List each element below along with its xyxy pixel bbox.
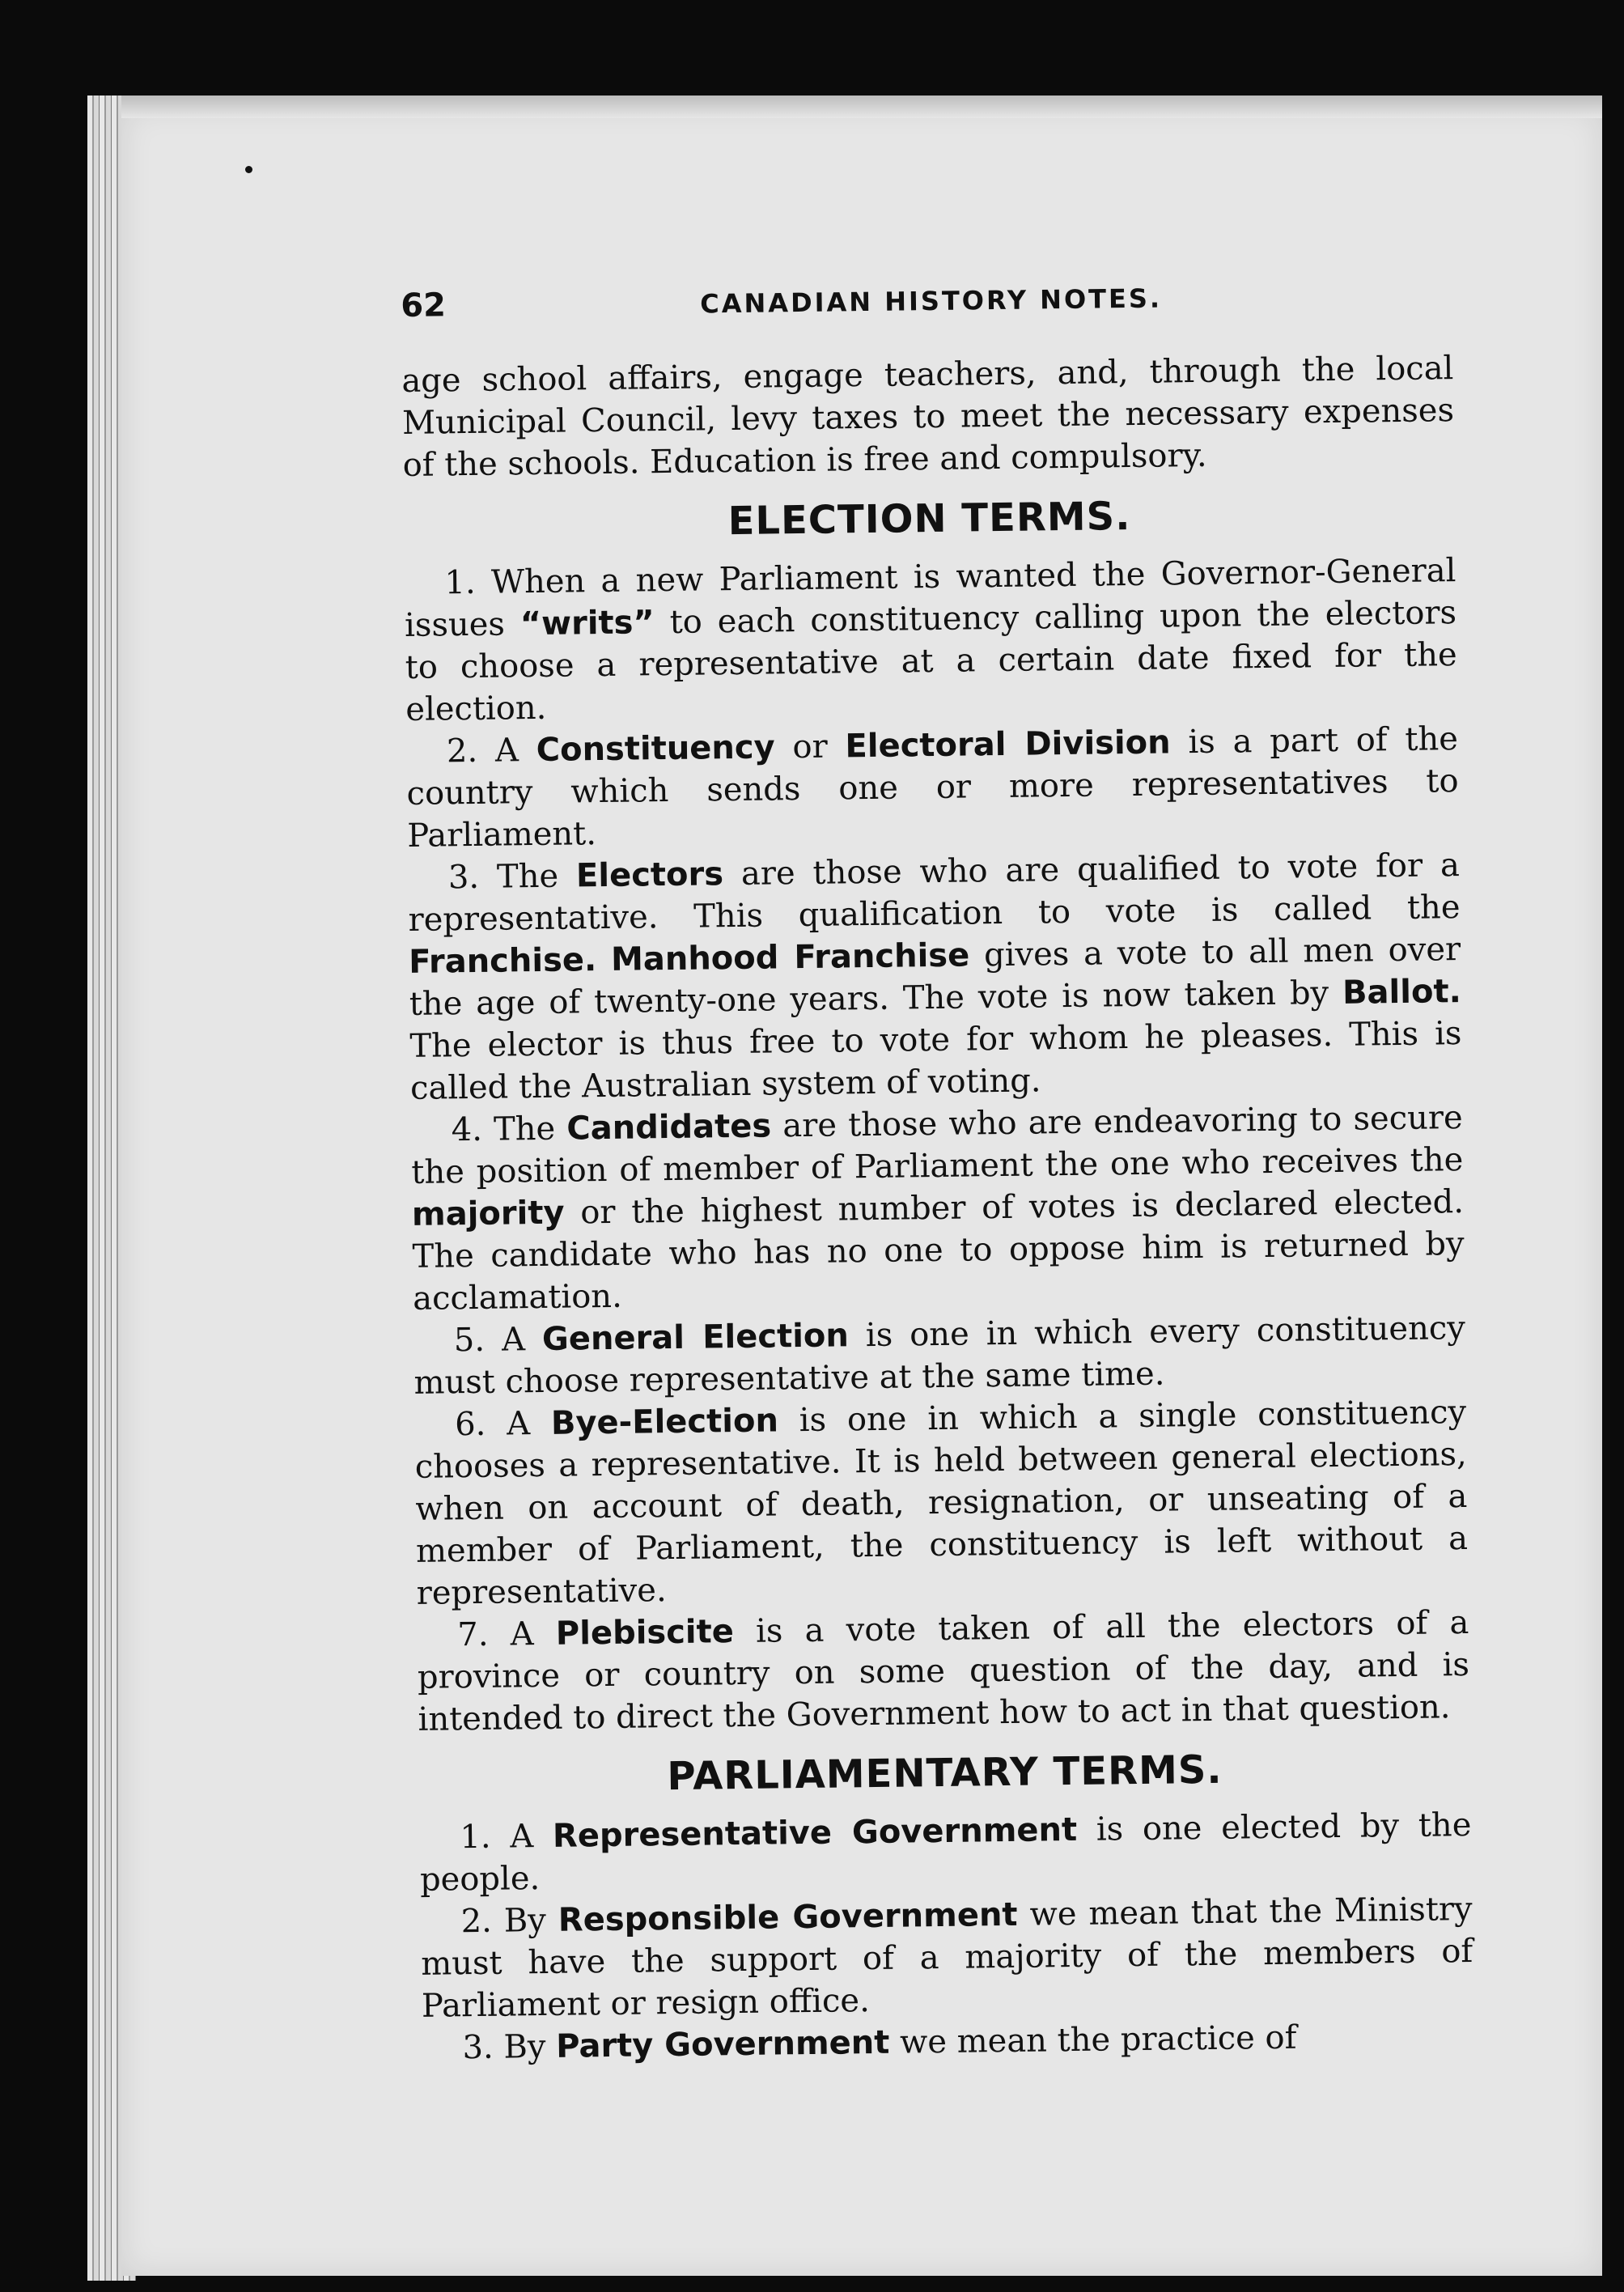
page-text-block — [401, 274, 1474, 2069]
page-number: 62 — [401, 286, 447, 325]
page-top-edge — [121, 96, 1602, 118]
parliamentary-item-1: 1. A Representative Government is one elected by the people. — [419, 1806, 1472, 1899]
election-item-7: 7. A Plebiscite is a vote taken of all the electors of a province or country on some question of the day, and is intended to direct the Government how to act in that question. — [417, 1603, 1470, 1738]
header-title: CANADIAN HISTORY NOTES. — [700, 282, 1163, 320]
election-item-2: 2. A Constituency or Electoral Division is a part of the country which sends one or more representatives to Parliament. — [406, 720, 1459, 855]
election-terms-heading: ELECTION TERMS. — [727, 493, 1131, 545]
opening-paragraph: age school affairs, engage teachers, and, through the local Municipal Council, levy taxes to meet the necessary expenses of the schools. Education is free and compulsory. — [401, 350, 1455, 484]
election-item-5: 5. A General Election is one in which every constituency must choose representative at the same time. — [413, 1309, 1466, 1402]
parliamentary-item-3: 3. By Party Government we mean the practice of — [462, 2018, 1297, 2067]
election-item-6: 6. A Bye-Election is one in which a single constituency chooses a representative. It is held between general elections, when on account of death, resignation, or unseating of a member of Parliament, the constituency is left without a representative. — [414, 1394, 1469, 1612]
election-item-1: 1. When a new Parliament is wanted the Governor-General issues “writs” to each constituency calling upon the electors to choose a representative at a certain date fixed for the election. — [404, 552, 1457, 728]
parliamentary-item-2: 2. By Responsible Government we mean that the Ministry must have the support of a majority of the members of Parliament or resign office. — [421, 1890, 1473, 2025]
election-item-3: 3. The Electors are those who are qualified to vote for a representative. This qualification to vote is called the Franchise. Manhood Franchise gives a vote to all men over the age of twenty-one years. The vote is now taken by Ballot. The elector is thus free to vote for whom he pleases. This is called the Australian system of voting. — [408, 847, 1462, 1107]
election-item-4: 4. The Candidates are those who are endeavoring to secure the position of member of Parliament the one who receives the majority or the highest number of votes is declared elected. The candidate who has no one to oppose him is returned by acclamation. — [411, 1099, 1465, 1318]
speck — [245, 166, 252, 173]
parliamentary-terms-heading: PARLIAMENTARY TERMS. — [667, 1747, 1223, 1800]
